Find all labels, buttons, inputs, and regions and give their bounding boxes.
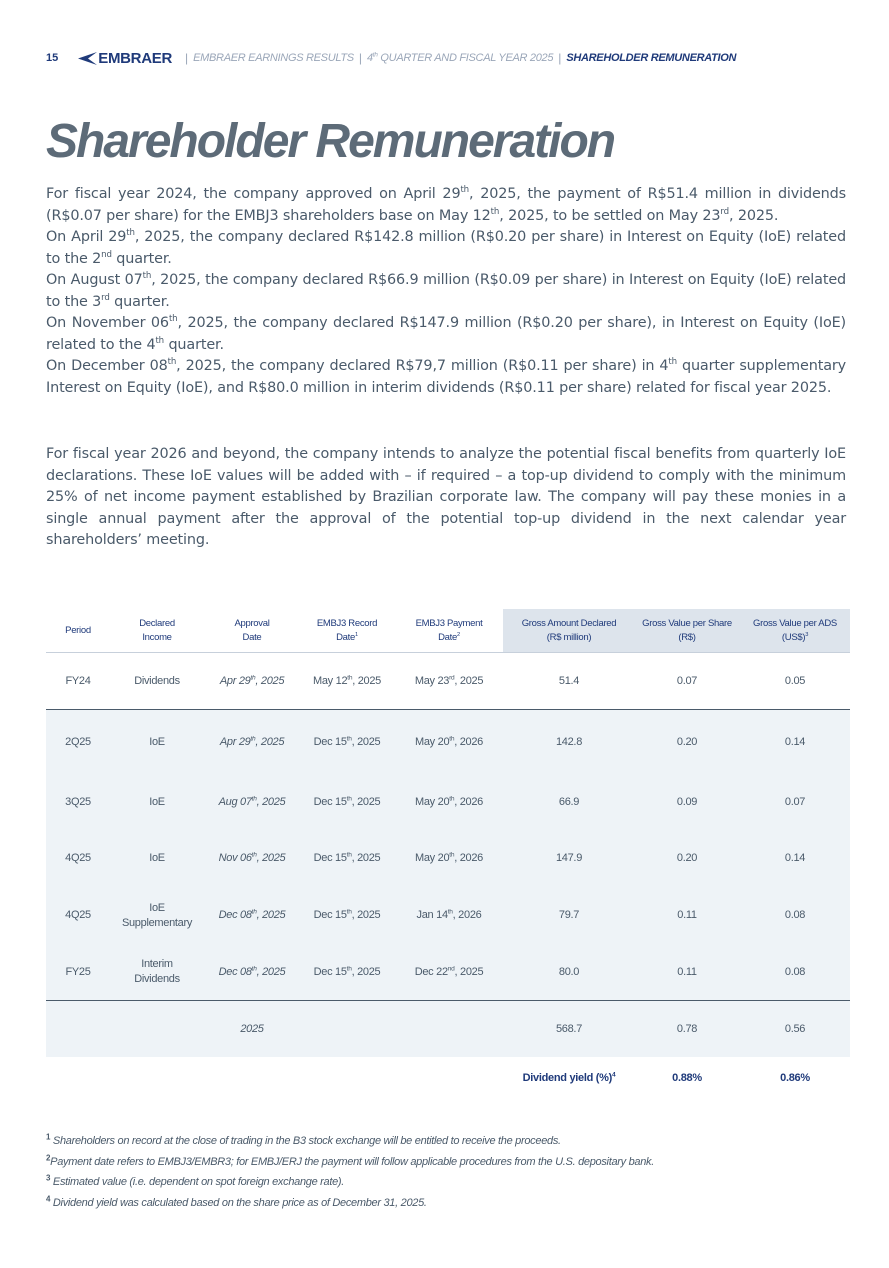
table-row: [46, 653, 850, 709]
paragraph: On April 29th, 2025, the company declared R$142.8 million (R$0.20 per share) in Interest on Equity (IoE) related to the 2nd quarter.: [46, 228, 846, 267]
cell-gross: 147.9: [555, 852, 583, 864]
cell-approval: Apr 29th, 2025: [219, 673, 285, 687]
cell-record: Dec 15th, 2025: [313, 734, 381, 748]
cell-per-share: 0.20: [676, 852, 698, 864]
breadcrumb-separator: |: [558, 51, 562, 65]
page-title: Shareholder Remuneration: [46, 115, 615, 168]
cell-period: 2Q25: [65, 735, 91, 748]
table-row: [46, 710, 850, 774]
table-row: [46, 944, 850, 1000]
cell-record: Dec 15th, 2025: [313, 851, 381, 864]
footnote: $^4$ Dividend yield was calculated based on the share price as of December 31, 2025.: [46, 1193, 427, 1209]
breadcrumb-earnings: EMBRAER EARNINGS RESULTS: [193, 52, 354, 64]
cell-income: IoE Supplementary: [121, 901, 193, 929]
policy-paragraph: [46, 444, 846, 552]
breadcrumb-separator: |: [185, 51, 189, 65]
table-header: [46, 609, 850, 652]
breadcrumb-quarter: 4th QUARTER AND FISCAL YEAR 2025: [366, 51, 554, 64]
dividend-yield-label: Dividend yield (%)$^4$: [522, 1071, 616, 1084]
cell-approval: Nov 06th, 2025: [218, 851, 286, 864]
cell-gross: 51.4: [558, 674, 580, 687]
cell-per-share: 0.09: [676, 795, 698, 808]
col-header-payment: EMBJ3 Payment Date$^2$: [415, 617, 483, 643]
col-header-approval: Approval Date: [234, 617, 270, 643]
embraer-logo: [76, 50, 172, 67]
dividend-yield-per-ads: 0.86%: [780, 1072, 810, 1084]
table-row: [46, 774, 850, 830]
table-row: [46, 830, 850, 887]
footnote: $^1$ Shareholders on record at the close of trading in the B3 stock exchange will be entitled to receive the proceeds.: [46, 1132, 561, 1147]
cell-payment: Dec 22nd, 2025: [414, 964, 484, 978]
footnotes: [46, 1132, 846, 1214]
cell-period: FY24: [65, 674, 91, 687]
col-header-per-share: Gross Value per Share (R$): [642, 617, 732, 643]
cell-income: IoE: [149, 852, 165, 864]
cell-per-share: 0.11: [677, 965, 697, 978]
cell-payment: May 20th, 2026: [415, 794, 483, 808]
remuneration-table: [46, 609, 850, 1099]
col-header-record: EMBJ3 Record Date$^1$: [316, 617, 378, 643]
total-gross: 568.7: [555, 1022, 583, 1035]
cell-period: 4Q25: [65, 909, 91, 921]
total-per-share: 0.78: [676, 1022, 698, 1035]
cell-gross: 79.7: [558, 909, 580, 921]
table-row: [46, 887, 850, 944]
dividend-yield-row: [46, 1057, 850, 1099]
cell-record: Dec 15th, 2025: [313, 964, 381, 978]
cell-income: Dividends: [134, 674, 180, 687]
cell-gross: 80.0: [558, 965, 580, 978]
dividend-yield-per-share: 0.88%: [672, 1072, 702, 1084]
cell-approval: Dec 08th, 2025: [218, 908, 286, 921]
fy25-rows: [46, 710, 850, 1000]
paragraph: For fiscal year 2026 and beyond, the company intends to analyze the potential fiscal benefits from quarterly IoE declarations. These IoE values will be added with – if required – a top-up dividend to comply with the minimum 25% of net income payment established by Brazilian corporate law. The company will pay these monies in a single annual payment after the approval of the potential top-up dividend in the next calendar year shareholders’ meeting.: [46, 446, 846, 548]
cell-per-ads: 0.14: [784, 735, 806, 748]
total-label: 2025: [240, 1022, 264, 1035]
cell-per-share: 0.20: [676, 735, 698, 748]
cell-per-ads: 0.14: [784, 852, 806, 864]
col-header-gross-amount: Gross Amount Declared (R$ million): [521, 617, 617, 643]
cell-period: FY25: [65, 965, 91, 978]
page-number: 15: [46, 52, 59, 64]
page-header: [46, 48, 736, 68]
cell-record: Dec 15th, 2025: [313, 908, 381, 921]
embraer-wing-icon: [76, 50, 98, 66]
cell-approval: Aug 07th, 2025: [218, 794, 286, 808]
cell-per-ads: 0.07: [784, 795, 806, 808]
paragraph: On August 07th, 2025, the company declared R$66.9 million (R$0.09 per share) in Interest on Equity (IoE) related to the 3rd quarter.: [46, 271, 847, 310]
cell-income: IoE: [149, 735, 165, 748]
cell-income: Interim Dividends: [134, 958, 180, 985]
footnote: $^3$ Estimated value (i.e. dependent on spot foreign exchange rate).: [46, 1173, 345, 1188]
breadcrumb-separator: |: [358, 51, 362, 65]
cell-per-ads: 0.08: [784, 909, 806, 921]
col-header-period: Period: [65, 624, 91, 636]
cell-record: Dec 15th, 2025: [313, 794, 381, 808]
cell-per-share: 0.07: [676, 674, 698, 687]
cell-payment: May 23rd, 2025: [414, 673, 484, 687]
footnote: $^2$Payment date refers to EMBJ3/EMBR3; for EMBJ/ERJ the payment will follow applicable procedures from the U.S. depositary bank.: [46, 1152, 654, 1168]
col-header-income: Declared Income: [139, 617, 175, 643]
paragraph: On November 06th, 2025, the company declared R$147.9 million (R$0.20 per share), in Interest on Equity (IoE) related to the 4th quarter.: [46, 314, 847, 353]
cell-payment: Jan 14th, 2026: [416, 908, 482, 921]
cell-period: 4Q25: [65, 852, 91, 864]
remuneration-paragraphs: [46, 184, 846, 399]
cell-approval: Apr 29th, 2025: [219, 734, 285, 748]
col-header-per-ads: Gross Value per ADS (US$)$^3$: [753, 617, 837, 643]
cell-per-ads: 0.05: [784, 674, 806, 687]
cell-payment: May 20th, 2026: [415, 734, 483, 748]
cell-gross: 66.9: [558, 795, 580, 808]
cell-period: 3Q25: [65, 795, 91, 808]
breadcrumb-current: SHAREHOLDER REMUNERATION: [566, 52, 737, 64]
paragraph: On December 08th, 2025, the company declared R$79,7 million (R$0.11 per share) in 4th quarter supplementary Interest on Equity (IoE), and R$80.0 million in interim dividends (R$0.11 per share) related for fiscal year 2025.: [46, 357, 846, 396]
total-row: [46, 1001, 850, 1057]
cell-income: IoE: [149, 795, 165, 808]
cell-payment: May 20th, 2026: [415, 851, 483, 864]
cell-gross: 142.8: [555, 735, 583, 748]
total-per-ads: 0.56: [784, 1022, 806, 1035]
cell-approval: Dec 08th, 2025: [218, 964, 286, 978]
brand-name: EMBRAER: [98, 49, 172, 67]
cell-record: May 12th, 2025: [313, 673, 381, 687]
cell-per-share: 0.11: [677, 909, 697, 921]
cell-per-ads: 0.08: [784, 965, 806, 978]
paragraph: For fiscal year 2024, the company approved on April 29th, 2025, the payment of R$51.4 million in dividends (R$0.07 per share) for the EMBJ3 shareholders base on May 12th, 2025, to be settled on May 23rd, 2025.: [46, 185, 846, 224]
